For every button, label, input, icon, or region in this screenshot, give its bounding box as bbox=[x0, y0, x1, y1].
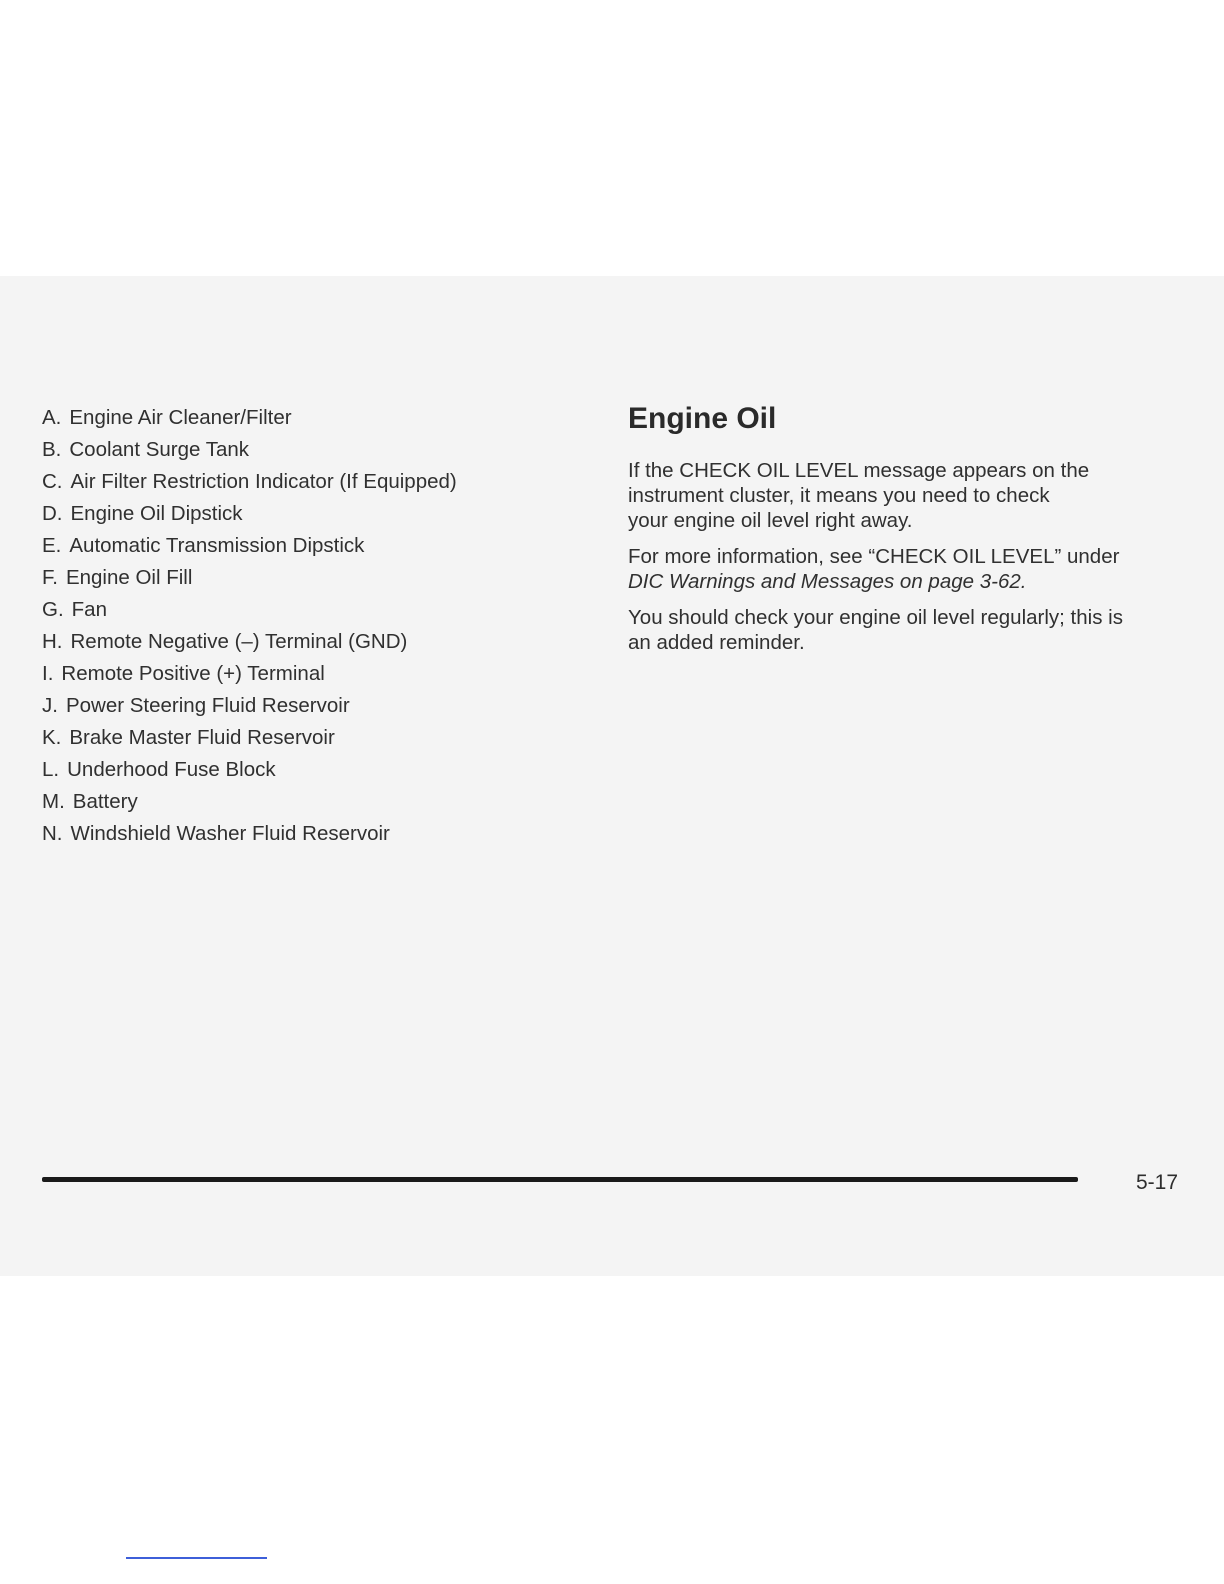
legend-item bbox=[42, 722, 562, 754]
legend-letter: J. bbox=[42, 694, 58, 717]
page-number: 5-17 bbox=[1136, 1171, 1179, 1194]
legend-text: Engine Air Cleaner/Filter bbox=[69, 406, 292, 429]
legend-item bbox=[42, 402, 562, 434]
legend-letter: B. bbox=[42, 438, 62, 461]
legend-text: Engine Oil Dipstick bbox=[70, 502, 243, 525]
paragraph-line: an added reminder. bbox=[628, 631, 805, 654]
legend-item bbox=[42, 434, 562, 466]
legend-letter: K. bbox=[42, 726, 62, 749]
legend-letter: D. bbox=[42, 502, 63, 525]
more-information-paragraph bbox=[628, 544, 1188, 594]
legend-letter: I. bbox=[42, 662, 54, 685]
legend-item bbox=[42, 786, 562, 818]
legend-letter: L. bbox=[42, 758, 60, 781]
legend-letter: G. bbox=[42, 598, 64, 621]
legend-item bbox=[42, 754, 562, 786]
legend-letter: M. bbox=[42, 790, 65, 813]
legend-text: Remote Negative (–) Terminal (GND) bbox=[70, 630, 408, 653]
legend-letter: A. bbox=[42, 406, 62, 429]
legend-item bbox=[42, 626, 562, 658]
legend-text: Brake Master Fluid Reservoir bbox=[69, 726, 335, 749]
legend-item bbox=[42, 818, 562, 850]
legend-item bbox=[42, 530, 562, 562]
paragraph-line: instrument cluster, it means you need to check bbox=[628, 484, 1050, 507]
legend-item bbox=[42, 690, 562, 722]
check-oil-message-paragraph bbox=[628, 458, 1188, 533]
paragraph-line: You should check your engine oil level regularly; this is bbox=[628, 606, 1123, 629]
engine-oil-section bbox=[628, 398, 1188, 666]
legend-text: Windshield Washer Fluid Reservoir bbox=[70, 822, 390, 845]
reminder-paragraph bbox=[628, 605, 1188, 655]
legend-item bbox=[42, 562, 562, 594]
paragraph-line: your engine oil level right away. bbox=[628, 509, 913, 532]
footer-rule bbox=[42, 1177, 1078, 1182]
legend-text: Coolant Surge Tank bbox=[69, 438, 250, 461]
legend-letter: F. bbox=[42, 566, 58, 589]
legend-letter: N. bbox=[42, 822, 63, 845]
section-title: Engine Oil bbox=[628, 402, 777, 435]
legend-item bbox=[42, 658, 562, 690]
legend-text: Battery bbox=[72, 790, 138, 813]
paragraph-line: For more information, see “CHECK OIL LEVEL” under bbox=[628, 545, 1120, 568]
legend-text: Engine Oil Fill bbox=[65, 566, 193, 589]
legend-item bbox=[42, 466, 562, 498]
legend-letter: H. bbox=[42, 630, 63, 653]
link-underline bbox=[126, 1557, 267, 1559]
page-reference: DIC Warnings and Messages on page 3-62. bbox=[628, 570, 1027, 593]
component-legend-list bbox=[42, 402, 562, 850]
legend-item bbox=[42, 498, 562, 530]
legend-text: Power Steering Fluid Reservoir bbox=[65, 694, 350, 717]
legend-item bbox=[42, 594, 562, 626]
legend-text: Underhood Fuse Block bbox=[67, 758, 276, 781]
paragraph-line: If the CHECK OIL LEVEL message appears on the bbox=[628, 459, 1090, 482]
legend-text: Air Filter Restriction Indicator (If Equipped) bbox=[70, 470, 457, 493]
legend-text: Fan bbox=[71, 598, 107, 621]
legend-letter: C. bbox=[42, 470, 63, 493]
legend-letter: E. bbox=[42, 534, 62, 557]
legend-text: Automatic Transmission Dipstick bbox=[69, 534, 365, 557]
legend-text: Remote Positive (+) Terminal bbox=[61, 662, 325, 685]
